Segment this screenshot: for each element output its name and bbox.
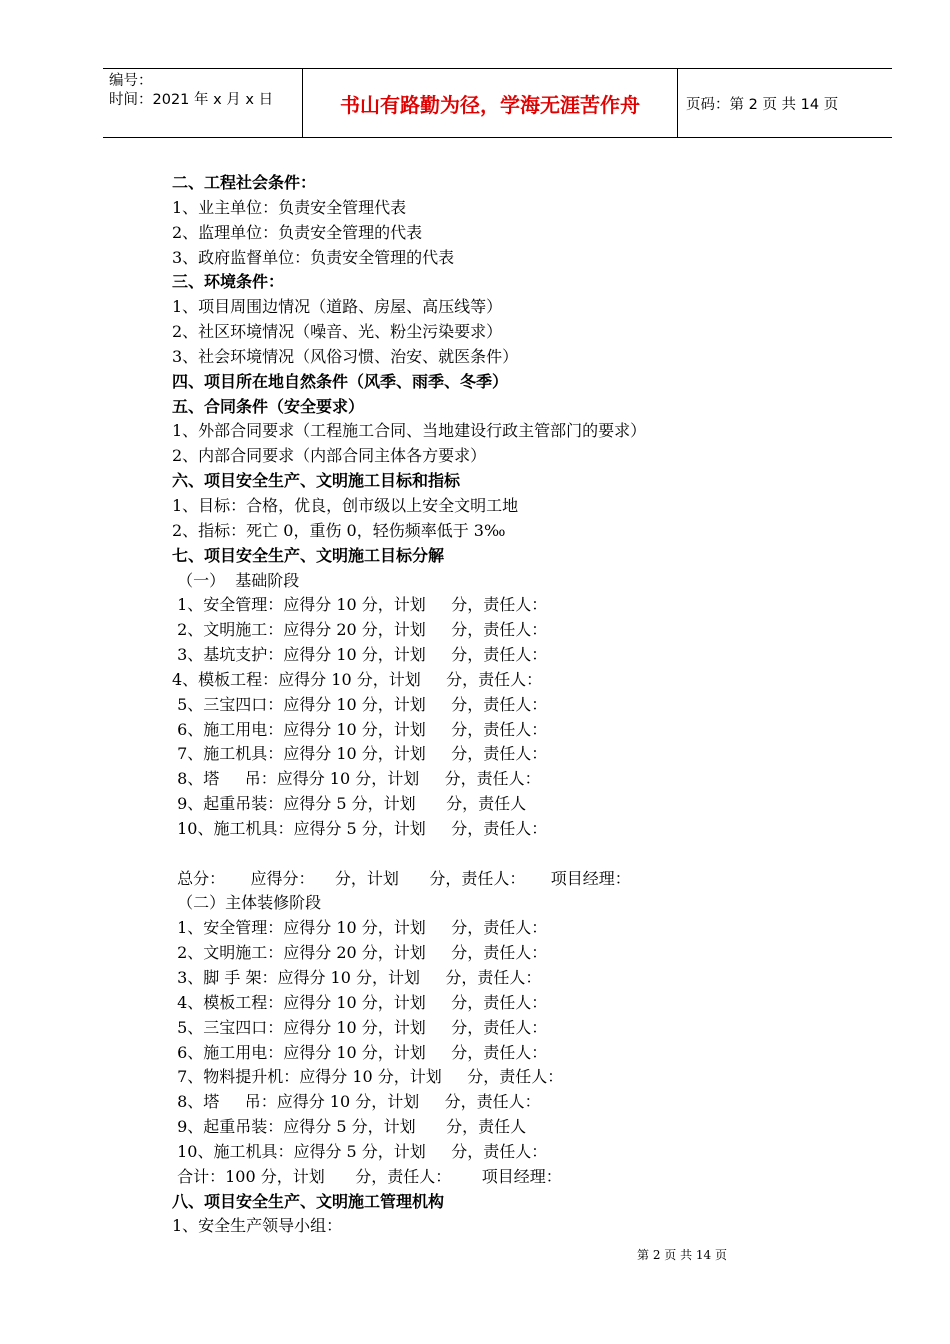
text-line: 7、物料提升机：应得分 10 分，计划 分，责任人：: [172, 1067, 564, 1087]
text-line: 5、三宝四口：应得分 10 分，计划 分，责任人：: [172, 694, 548, 714]
header-meta: [103, 69, 303, 137]
text-line: 6、施工用电：应得分 10 分，计划 分，责任人：: [172, 719, 548, 739]
text-line: 1、安全管理：应得分 10 分，计划 分，责任人：: [172, 595, 548, 615]
section-heading: 四、项目所在地自然条件（风季、雨季、冬季）: [172, 371, 509, 391]
text-line: 1、项目周围边情况（道路、房屋、高压线等）: [172, 297, 503, 317]
text-line: 1、外部合同要求（工程施工合同、当地建设行政主管部门的要求）: [172, 421, 647, 441]
text-line: 4、模板工程：应得分 10 分，计划 分，责任人：: [172, 992, 548, 1012]
section-heading: 七、项目安全生产、文明施工目标分解: [172, 545, 445, 565]
text-line: 2、社区环境情况（噪音、光、粉尘污染要求）: [172, 322, 503, 342]
text-line: 合计：100 分，计划 分，责任人： 项目经理：: [172, 1166, 562, 1186]
text-line: 2、指标：死亡 0，重伤 0，轻伤频率低于 3‰: [172, 520, 506, 540]
text-line: 4、模板工程：应得分 10 分，计划 分，责任人：: [172, 669, 543, 689]
header-number: 编号：: [109, 73, 153, 89]
section-heading: 八、项目安全生产、文明施工管理机构: [172, 1191, 445, 1211]
text-line: 6、施工用电：应得分 10 分，计划 分，责任人：: [172, 1042, 548, 1062]
text-line: 总分： 应得分： 分，计划 分，责任人： 项目经理：: [172, 868, 631, 888]
text-line: 2、内部合同要求（内部合同主体各方要求）: [172, 446, 487, 466]
page-header: [103, 68, 892, 138]
text-line: 1、安全管理：应得分 10 分，计划 分，责任人：: [172, 918, 548, 938]
text-line: 1、目标：合格，优良，创市级以上安全文明工地: [172, 495, 519, 515]
text-line: 2、文明施工：应得分 20 分，计划 分，责任人：: [172, 620, 548, 640]
section-heading: 六、项目安全生产、文明施工目标和指标: [172, 471, 461, 491]
text-line: 7、施工机具：应得分 10 分，计划 分，责任人：: [172, 744, 548, 764]
text-line: 10、施工机具：应得分 5 分，计划 分，责任人：: [172, 818, 548, 838]
text-line: 2、监理单位：负责安全管理的代表: [172, 222, 423, 242]
text-line: 3、政府监督单位：负责安全管理的代表: [172, 247, 455, 267]
text-line: 8、塔 吊：应得分 10 分，计划 分，责任人：: [172, 1092, 541, 1112]
text-line: 5、三宝四口：应得分 10 分，计划 分，责任人：: [172, 1017, 548, 1037]
text-line: 2、文明施工：应得分 20 分，计划 分，责任人：: [172, 943, 548, 963]
section-heading: 三、环境条件：: [172, 272, 285, 292]
header-page-number: 页码：第 2 页 共 14 页: [686, 96, 839, 113]
section-heading: 二、工程社会条件：: [172, 173, 317, 192]
header-date: 时间：2021 年 x 月 x 日: [109, 92, 274, 108]
text-line: （二）主体装修阶段: [172, 893, 322, 913]
section-heading: 五、合同条件（安全要求）: [172, 396, 365, 416]
document-body: [172, 171, 772, 1239]
text-line: 8、塔 吊：应得分 10 分，计划 分，责任人：: [172, 769, 541, 789]
text-line: [172, 842, 772, 867]
text-line: 3、基坑支护：应得分 10 分，计划 分，责任人：: [172, 645, 548, 665]
text-line: 3、社会环境情况（风俗习惯、治安、就医条件）: [172, 346, 519, 366]
page-footer: 第 2 页 共 14 页: [637, 1248, 727, 1262]
text-line: 3、脚 手 架：应得分 10 分，计划 分，责任人：: [172, 968, 542, 987]
text-line: （一） 基础阶段: [172, 570, 300, 590]
text-line: 1、安全生产领导小组：: [172, 1216, 343, 1236]
header-motto: 书山有路勤为径，学海无涯苦作舟: [303, 69, 678, 137]
text-line: 1、业主单位：负责安全管理代表: [172, 197, 407, 217]
text-line: 9、起重吊装：应得分 5 分，计划 分，责任人: [172, 1117, 527, 1137]
text-line: 10、施工机具：应得分 5 分，计划 分，责任人：: [172, 1141, 548, 1161]
text-line: 9、起重吊装：应得分 5 分，计划 分，责任人: [172, 794, 527, 814]
